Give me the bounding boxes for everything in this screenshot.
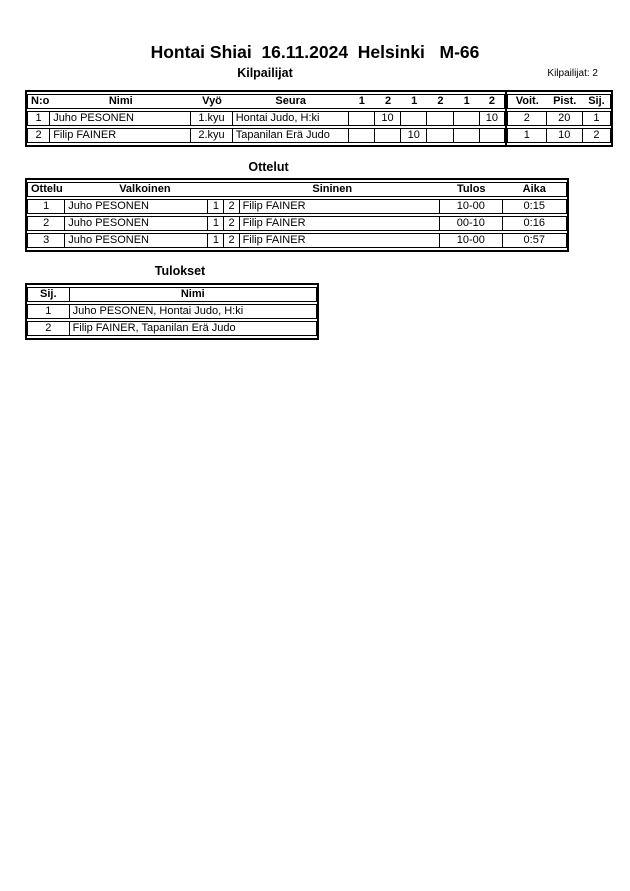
competitors-summary-table <box>505 90 613 147</box>
page-title: Hontai Shiai 16.11.2024 Helsinki M-66 <box>150 42 480 62</box>
blue-number: 2 <box>224 216 239 231</box>
match-number: 3 <box>27 233 65 248</box>
col-header-score-6: 2 <box>480 94 505 109</box>
match-row <box>27 216 567 231</box>
competitor-club: Hontai Judo, H:ki <box>233 111 349 126</box>
score-cell <box>427 128 453 143</box>
col-header-score-1: 1 <box>349 94 375 109</box>
points-value: 10 <box>547 128 583 143</box>
match-result: 00-10 <box>440 216 502 231</box>
match-row <box>27 233 567 248</box>
score-cell: 10 <box>375 111 401 126</box>
score-cell <box>454 111 480 126</box>
score-cell <box>480 128 505 143</box>
competitor-count-label: Kilpailijat: 2 <box>547 68 598 79</box>
score-cell <box>427 111 453 126</box>
blue-competitor: Filip FAINER <box>240 199 440 214</box>
score-cell <box>375 128 401 143</box>
competitor-name: Filip FAINER <box>50 128 191 143</box>
match-number: 2 <box>27 216 65 231</box>
white-number: 1 <box>208 233 224 248</box>
col-header-score-2: 2 <box>375 94 401 109</box>
match-time: 0:16 <box>503 216 568 231</box>
results-header-row <box>27 287 317 302</box>
result-row <box>27 321 317 336</box>
col-header-score-3: 1 <box>401 94 427 109</box>
competitor-club: Tapanilan Erä Judo <box>233 128 349 143</box>
col-header-result: Tulos <box>440 182 502 197</box>
matches-section <box>25 178 569 252</box>
col-header-belt: Vyö <box>191 94 232 109</box>
summary-header-row <box>507 94 611 109</box>
points-value: 20 <box>547 111 583 126</box>
white-number: 1 <box>208 199 224 214</box>
score-cell <box>349 111 375 126</box>
col-header-no: N:o <box>27 94 50 109</box>
results-heading: Tulokset <box>154 264 206 278</box>
score-cell: 10 <box>401 128 427 143</box>
col-header-club: Seura <box>233 94 349 109</box>
score-cell <box>454 128 480 143</box>
match-row <box>27 199 567 214</box>
matches-table <box>25 178 569 252</box>
competitor-number: 2 <box>27 128 50 143</box>
result-name: Juho PESONEN, Hontai Judo, H:ki <box>70 304 317 319</box>
competitor-row <box>27 111 505 126</box>
score-cell: 10 <box>480 111 505 126</box>
result-place: 1 <box>27 304 70 319</box>
col-header-score-5: 1 <box>454 94 480 109</box>
col-header-blue: Sininen <box>224 182 440 197</box>
place-value: 1 <box>583 111 611 126</box>
competitors-section <box>25 90 613 147</box>
result-place: 2 <box>27 321 70 336</box>
col-header-score-4: 2 <box>427 94 453 109</box>
white-competitor: Juho PESONEN <box>65 233 208 248</box>
result-name: Filip FAINER, Tapanilan Erä Judo <box>70 321 317 336</box>
competitor-name: Juho PESONEN <box>50 111 191 126</box>
blue-competitor: Filip FAINER <box>240 233 440 248</box>
competitors-header-row <box>27 94 505 109</box>
white-number: 1 <box>208 216 224 231</box>
match-result: 10-00 <box>440 233 502 248</box>
col-header-time: Aika <box>503 182 568 197</box>
summary-row <box>507 111 611 126</box>
results-section <box>25 283 319 340</box>
match-time: 0:15 <box>503 199 568 214</box>
place-value: 2 <box>583 128 611 143</box>
matches-header-row <box>27 182 567 197</box>
col-header-name: Nimi <box>50 94 191 109</box>
competitor-belt: 1.kyu <box>191 111 232 126</box>
results-table <box>25 283 319 340</box>
col-header-place: Sij. <box>27 287 70 302</box>
blue-competitor: Filip FAINER <box>240 216 440 231</box>
score-cell <box>349 128 375 143</box>
col-header-name: Nimi <box>70 287 317 302</box>
blue-number: 2 <box>224 233 239 248</box>
col-header-place: Sij. <box>583 94 611 109</box>
wins-value: 2 <box>507 111 547 126</box>
match-result: 10-00 <box>440 199 502 214</box>
col-header-wins: Voit. <box>507 94 547 109</box>
wins-value: 1 <box>507 128 547 143</box>
col-header-points: Pist. <box>547 94 583 109</box>
match-number: 1 <box>27 199 65 214</box>
col-header-white: Valkoinen <box>65 182 224 197</box>
blue-number: 2 <box>224 199 239 214</box>
competitor-number: 1 <box>27 111 50 126</box>
match-time: 0:57 <box>503 233 568 248</box>
competitors-heading: Kilpailijat <box>237 66 293 80</box>
white-competitor: Juho PESONEN <box>65 216 208 231</box>
competitor-row <box>27 128 505 143</box>
white-competitor: Juho PESONEN <box>65 199 208 214</box>
result-row <box>27 304 317 319</box>
col-header-match: Ottelu <box>27 182 65 197</box>
summary-row <box>507 128 611 143</box>
score-cell <box>401 111 427 126</box>
competitors-table <box>25 90 507 147</box>
matches-heading: Ottelut <box>248 160 289 174</box>
competitor-belt: 2.kyu <box>191 128 232 143</box>
